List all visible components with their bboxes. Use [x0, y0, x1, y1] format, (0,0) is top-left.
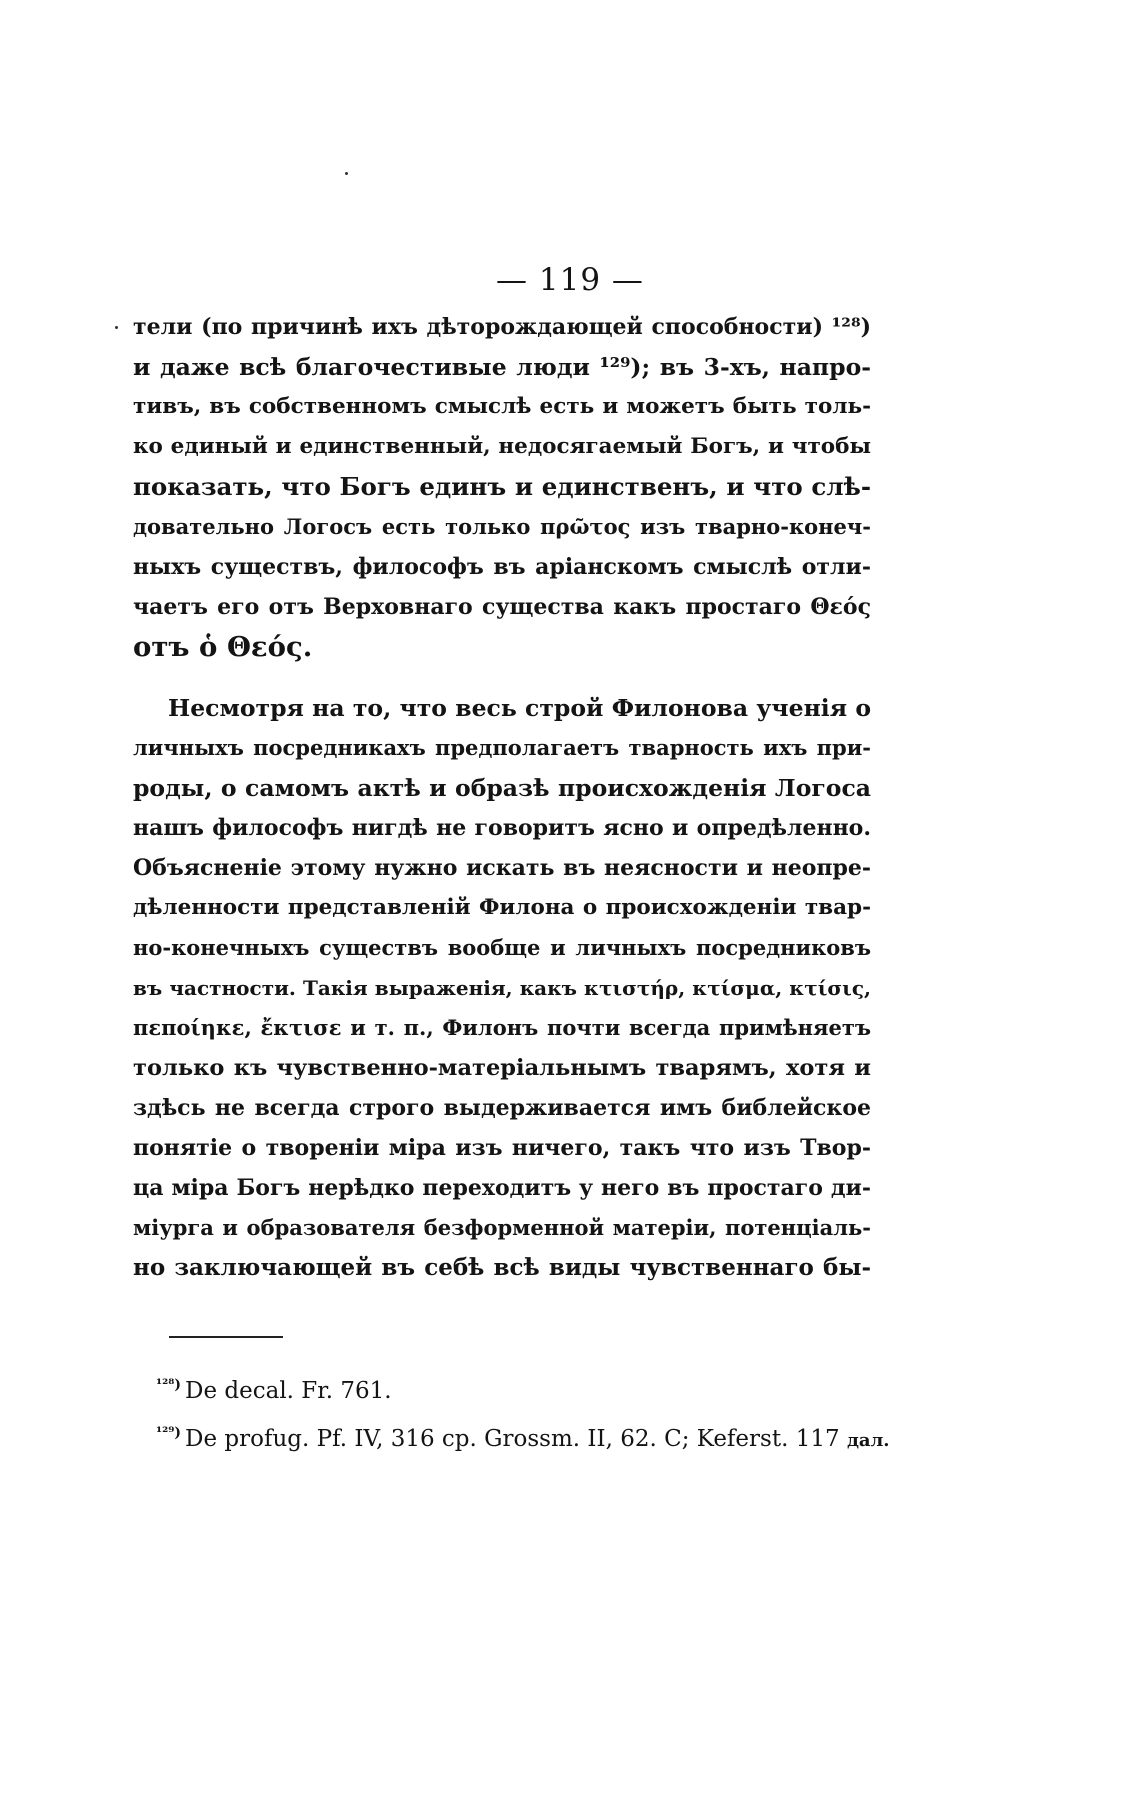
text-line: и даже всѣ благочестивые люди ¹²⁹); въ 3-хъ, напро-: [133, 353, 871, 381]
footnote-divider: [169, 1336, 283, 1338]
text-line: довательно Логосъ есть только πρῶτος изъ тварно-конеч-: [133, 514, 871, 539]
footnote-text: De decal. Fr. 761.: [185, 1378, 392, 1404]
text-line: ко единый и единственный, недосягаемый Богъ, и чтобы: [133, 434, 871, 459]
text-line: отъ ὁ Θεός.: [133, 631, 313, 663]
text-line: но заключающей въ себѣ всѣ виды чувственнаго бы-: [133, 1254, 871, 1281]
text-line: тели (по причинѣ ихъ дѣторождающей способности) ¹²⁸): [133, 314, 871, 340]
text-line: πεποίηκε, ἔκτισε и т. п., Филонъ почти всегда примѣняетъ: [133, 1015, 871, 1040]
text-line: роды, о самомъ актѣ и образѣ происхожденія Логоса: [133, 774, 871, 802]
text-line: Объясненіе этому нужно искать въ неясности и неопре-: [133, 855, 871, 881]
footnote-marker: ¹²⁹): [156, 1425, 182, 1441]
text-line: нашъ философъ нигдѣ не говоритъ ясно и опредѣленно.: [133, 815, 871, 841]
footnote-tail: дал.: [846, 1430, 890, 1451]
text-line: дѣленности представленій Филона о происхожденіи твар-: [133, 895, 871, 920]
page-number: — 119 —: [496, 262, 644, 298]
text-line: тивъ, въ собственномъ смыслѣ есть и можетъ быть толь-: [133, 394, 871, 419]
footnote-128: [156, 1364, 876, 1412]
text-line: личныхъ посредникахъ предполагаетъ тварность ихъ при-: [133, 735, 871, 760]
text-line: чаетъ его отъ Верховнаго существа какъ простаго Θεός: [133, 594, 871, 620]
footnote-marker: ¹²⁸): [156, 1377, 182, 1393]
text-line: ца міра Богъ нерѣдко переходитъ у него въ простаго ди-: [133, 1175, 871, 1201]
text-line: здѣсь не всегда строго выдерживается имъ библейское: [133, 1095, 871, 1121]
paragraph-1: [133, 307, 871, 667]
print-speck: [345, 172, 348, 175]
text-line: въ частности. Такія выраженія, какъ κτιστήρ, κτίσμα, κτίσις,: [133, 976, 871, 1000]
text-line: Несмотря на то, что весь строй Филонова ученія о: [168, 694, 871, 722]
text-line: только къ чувственно-матеріальнымъ тварямъ, хотя и: [133, 1055, 871, 1081]
footnotes: [156, 1364, 890, 1462]
paragraph-2: [133, 688, 871, 1288]
text-line: но-конечныхъ существъ вообще и личныхъ посредниковъ: [133, 935, 871, 960]
footnote-text: De profug. Pf. IV, 316 ср. Grossm. II, 62. C; Keferst. 117: [185, 1426, 840, 1452]
footnote-129: [156, 1412, 890, 1462]
text-line: ныхъ существъ, философъ въ аріанскомъ смыслѣ отли-: [133, 554, 871, 580]
text-line: понятіе о твореніи міра изъ ничего, такъ что изъ Твор-: [133, 1135, 871, 1161]
text-line: показать, что Богъ единъ и единственъ, и что слѣ-: [133, 472, 871, 501]
text-line: міурга и образователя безформенной матеріи, потенціаль-: [133, 1215, 871, 1240]
print-speck: [115, 326, 118, 329]
